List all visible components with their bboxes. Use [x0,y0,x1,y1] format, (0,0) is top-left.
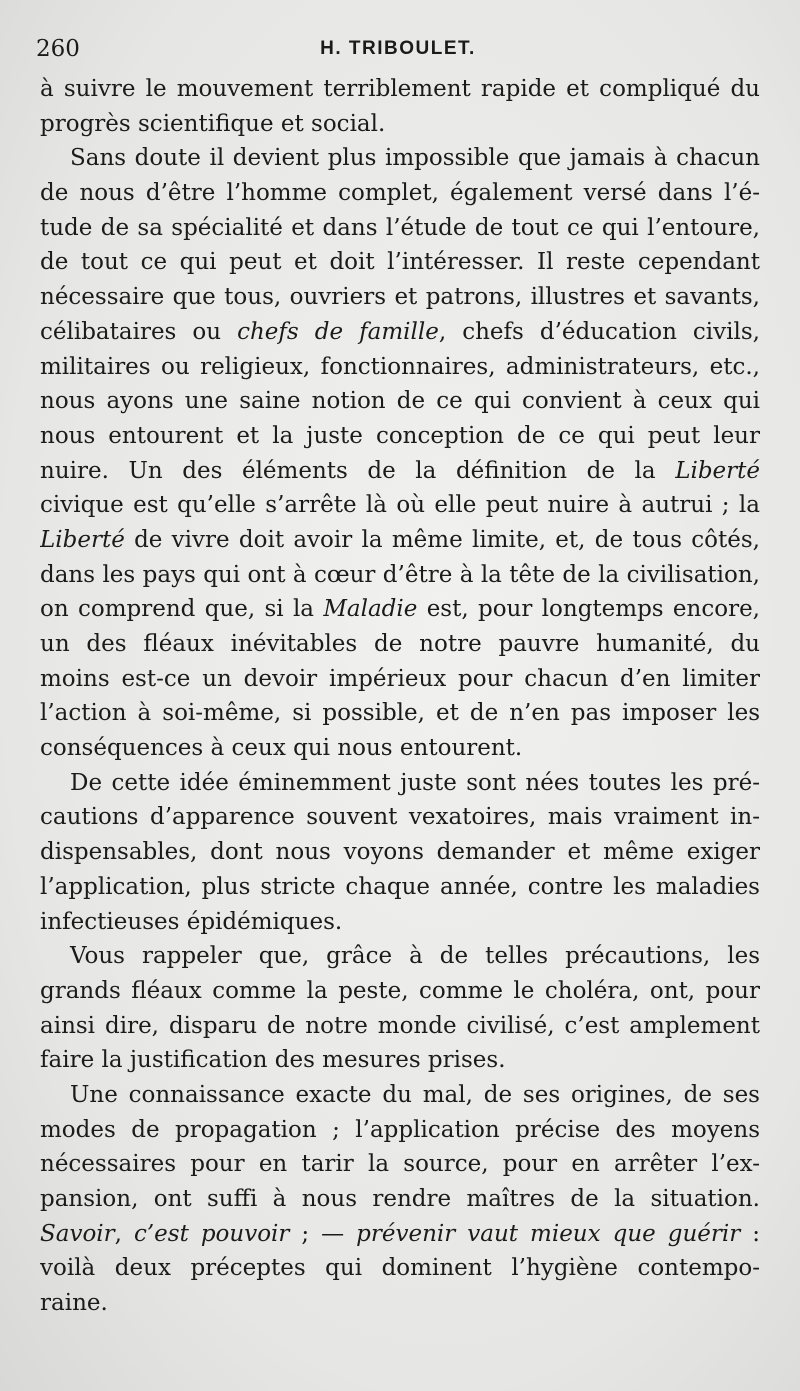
text-segment: , [114,1220,134,1247]
text-line [40,1251,760,1286]
text-segment: voilà deux préceptes qui dominent l’hygiène contempo- [40,1255,760,1282]
text-segment: ainsi dire, disparu de notre monde civilisé, c’est amplement [40,1012,760,1039]
text-segment: ; — [289,1220,357,1247]
text-segment: nécessaires pour en tarir la source, pour en arrêter l’ex- [40,1151,760,1178]
text-line [40,72,760,107]
text-segment: De cette idée éminemment juste sont nées toutes les pré- [70,769,760,796]
text-segment: : [740,1220,760,1247]
page-number: 260 [36,36,80,62]
text-line [40,558,760,593]
text-segment: nous ayons une saine notion de ce qui convient à ceux qui [40,388,760,415]
text-segment: de nous d’être l’homme complet, également versé dans l’é- [40,180,760,207]
text-line [40,662,760,697]
body-text [40,72,760,1321]
text-line [40,696,760,731]
text-segment: de tout ce qui peut et doit l’intéresser. Il reste cependant [40,249,760,276]
text-segment: modes de propagation ; l’application précise des moyens [40,1116,760,1143]
page-header [36,36,760,66]
text-line [40,1182,760,1217]
text-line [40,592,760,627]
text-line [40,731,760,766]
text-segment: infectieuses épidémiques. [40,908,343,935]
text-line [40,176,760,211]
text-line [40,1217,760,1252]
text-line [40,835,760,870]
text-segment: est, pour longtemps encore, [417,596,760,623]
text-segment: moins est-ce un devoir impérieux pour chacun d’en limiter [40,665,760,692]
italic-text: c’est pouvoir [133,1220,290,1247]
italic-text: prévenir vaut mieux que guérir [356,1220,741,1247]
text-line [40,800,760,835]
text-line [40,350,760,385]
text-segment: conséquences à ceux qui nous entourent. [40,735,523,762]
text-segment: militaires ou religieux, fonctionnaires, administrateurs, etc., [40,353,760,380]
text-segment: à suivre le mouvement terriblement rapide et compliqué du [40,76,760,102]
italic-text: Liberté [675,457,760,484]
text-line [40,1078,760,1113]
italic-text: Savoir [40,1220,115,1247]
text-line [40,315,760,350]
text-segment: l’application, plus stricte chaque année, contre les maladies [40,873,760,900]
text-line [40,905,760,940]
text-segment: Sans doute il devient plus impossible que jamais à chacun [70,145,760,172]
italic-text: chefs de famille [237,318,439,345]
text-line [40,870,760,905]
text-segment: dans les pays qui ont à cœur d’être à la tête de la civilisation, [40,561,760,588]
text-segment: pansion, ont suffi à nous rendre maîtres de la situation. [40,1186,760,1212]
text-line [40,141,760,176]
text-segment: dispensables, dont nous voyons demander et même exiger [40,839,760,866]
text-line [40,1147,760,1182]
text-segment: nécessaire que tous, ouvriers et patrons, illustres et savants, [40,284,760,311]
text-line [40,419,760,454]
text-segment: on comprend que, si la [40,596,324,623]
text-segment: nuire. Un des éléments de la définition de la [40,457,676,484]
text-line [40,766,760,801]
italic-text: Liberté [40,526,125,553]
text-segment: grands fléaux comme la peste, comme le choléra, ont, pour [40,977,760,1004]
text-line [40,280,760,315]
text-line [40,245,760,280]
text-line [40,488,760,523]
text-segment: nous entourent et la juste conception de ce qui peut leur [40,422,760,449]
text-segment: l’action à soi-même, si possible, et de n’en pas imposer les [40,700,760,727]
text-line [40,523,760,558]
text-segment: faire la justification des mesures prises. [40,1047,506,1074]
text-line [40,384,760,419]
text-segment: un des fléaux inévitables de notre pauvre humanité, du [40,631,760,657]
text-line [40,1113,760,1148]
text-segment: Vous rappeler que, grâce à de telles précautions, les [70,943,760,970]
text-line [40,107,760,142]
text-line [40,939,760,974]
text-segment: , chefs d’éducation civils, [438,318,760,345]
text-segment: progrès scientifique et social. [40,110,386,137]
text-line [40,1009,760,1044]
text-line [40,211,760,246]
text-segment: célibataires ou [40,318,238,345]
text-line [40,974,760,1009]
text-line [40,627,760,662]
running-title: H. TRIBOULET. [320,38,476,59]
text-segment: civique est qu’elle s’arrête là où elle peut nuire à autrui ; la [40,492,760,519]
italic-text: Maladie [323,596,418,623]
text-segment: Une connaissance exacte du mal, de ses origines, de ses [70,1081,760,1108]
text-segment: raine. [40,1290,108,1317]
text-line [40,454,760,489]
text-segment: cautions d’apparence souvent vexatoires, mais vraiment in- [40,804,760,831]
text-line [40,1286,760,1321]
text-segment: de vivre doit avoir la même limite, et, de tous côtés, [124,526,760,553]
text-line [40,1043,760,1078]
text-segment: tude de sa spécialité et dans l’étude de tout ce qui l’entoure, [40,214,760,241]
